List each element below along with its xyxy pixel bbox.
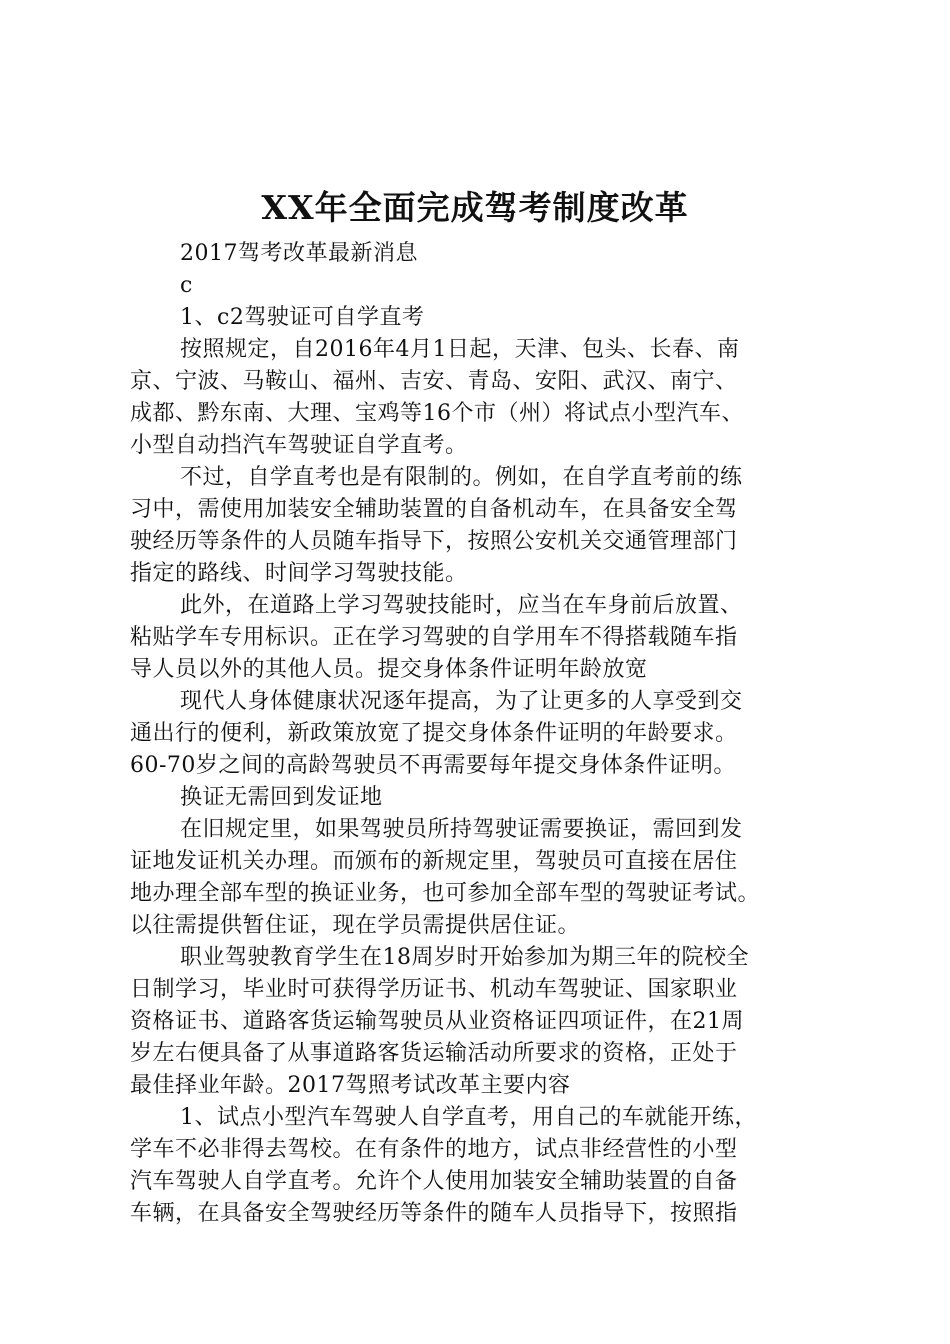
text-line: 2017驾考改革最新消息 xyxy=(180,241,418,266)
text-line: 换证无需回到发证地 xyxy=(180,785,383,810)
document-title: XX年全面完成驾考制度改革 xyxy=(261,188,689,227)
text-line: 汽车驾驶人自学直考。允许个人使用加装安全辅助装置的自备 xyxy=(130,1169,738,1194)
text-line: 1、试点小型汽车驾驶人自学直考，用自己的车就能开练， xyxy=(180,1105,757,1130)
text-line: 成都、黔东南、大理、宝鸡等16个市（州）将试点小型汽车、 xyxy=(130,401,744,426)
text-line: 导人员以外的其他人员。提交身体条件证明年龄放宽 xyxy=(130,657,648,682)
text-line: c xyxy=(180,273,193,298)
text-line: 通出行的便利，新政策放宽了提交身体条件证明的年龄要求。 xyxy=(130,721,738,746)
document-body xyxy=(130,238,832,1230)
text-line: 最佳择业年龄。2017驾照考试改革主要内容 xyxy=(130,1073,571,1098)
text-line: 在旧规定里，如果驾驶员所持驾驶证需要换证，需回到发 xyxy=(180,817,743,842)
text-line: 60-70岁之间的高龄驾驶员不再需要每年提交身体条件证明。 xyxy=(130,753,736,778)
text-line: 车辆，在具备安全驾驶经历等条件的随车人员指导下，按照指 xyxy=(130,1201,738,1226)
text-line: 指定的路线、时间学习驾驶技能。 xyxy=(130,561,468,586)
text-line: 此外，在道路上学习驾驶技能时，应当在车身前后放置、 xyxy=(180,593,743,618)
text-line: 粘贴学车专用标识。正在学习驾驶的自学用车不得搭载随车指 xyxy=(130,625,738,650)
text-line: 京、宁波、马鞍山、福州、吉安、青岛、安阳、武汉、南宁、 xyxy=(130,369,738,394)
text-line: 日制学习，毕业时可获得学历证书、机动车驾驶证、国家职业 xyxy=(130,977,738,1002)
text-line: 不过，自学直考也是有限制的。例如，在自学直考前的练 xyxy=(180,465,743,490)
text-line: 1、c2驾驶证可自学直考 xyxy=(180,305,425,330)
text-line: 学车不必非得去驾校。在有条件的地方，试点非经营性的小型 xyxy=(130,1137,738,1162)
text-line: 地办理全部车型的换证业务，也可参加全部车型的驾驶证考试。 xyxy=(130,881,761,906)
text-line: 小型自动挡汽车驾驶证自学直考。 xyxy=(130,433,468,458)
text-line: 资格证书、道路客货运输驾驶员从业资格证四项证件，在21周 xyxy=(130,1009,744,1034)
text-line: 岁左右便具备了从事道路客货运输活动所要求的资格，正处于 xyxy=(130,1041,738,1066)
text-line: 以往需提供暂住证，现在学员需提供居住证。 xyxy=(130,913,581,938)
text-line: 按照规定，自2016年4月1日起，天津、包头、长春、南 xyxy=(180,337,740,362)
text-line: 现代人身体健康状况逐年提高，为了让更多的人享受到交 xyxy=(180,689,743,714)
text-line: 证地发证机关办理。而颁布的新规定里，驾驶员可直接在居住 xyxy=(130,849,738,874)
text-line: 职业驾驶教育学生在18周岁时开始参加为期三年的院校全 xyxy=(180,945,749,970)
text-line: 习中，需使用加装安全辅助装置的自备机动车，在具备安全驾 xyxy=(130,497,738,522)
text-line: 驶经历等条件的人员随车指导下，按照公安机关交通管理部门 xyxy=(130,529,738,554)
